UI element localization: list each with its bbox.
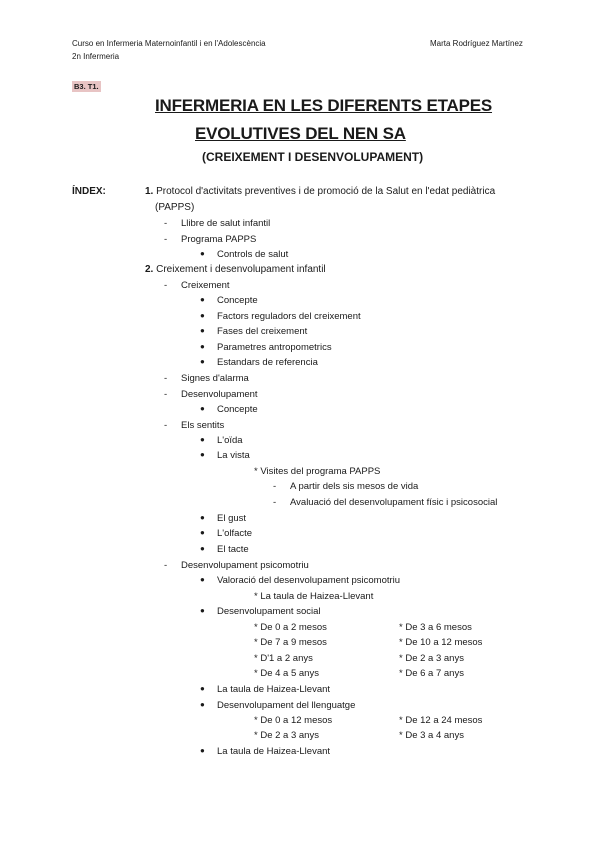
bullet-icon: ●	[200, 249, 205, 258]
list-item: * De 0 a 2 mesos	[254, 622, 327, 633]
bullet-icon: ●	[200, 295, 205, 304]
header-course: Curso en Infermeria Maternoinfantil i en l'Adolescència	[72, 39, 266, 48]
list-item: * De 3 a 4 anys	[399, 730, 464, 741]
bullet-icon: ●	[200, 404, 205, 413]
bullet-icon: ●	[200, 606, 205, 615]
list-item: * De 12 a 24 mesos	[399, 715, 483, 726]
bullet-icon: ●	[200, 357, 205, 366]
bullet-icon: ●	[200, 700, 205, 709]
list-item-visites: * Visites del programa PAPPS	[254, 466, 381, 477]
dash-marker: -	[164, 280, 168, 291]
bullet-icon: ●	[200, 746, 205, 755]
header-author: Marta Rodríguez Martínez	[430, 39, 523, 48]
dash-marker: -	[164, 373, 168, 384]
dash-marker: -	[164, 389, 168, 400]
bullet-icon: ●	[200, 435, 205, 444]
bullet-icon: ●	[200, 450, 205, 459]
bullet-icon: ●	[200, 342, 205, 351]
header-year: 2n Infermeria	[72, 52, 120, 61]
page-title-line1: INFERMERIA EN LES DIFERENTS ETAPES	[155, 96, 493, 115]
list-item: * De 10 a 12 mesos	[399, 637, 483, 648]
page-subtitle: (CREIXEMENT I DESENVOLUPAMENT)	[202, 150, 424, 164]
list-item: * De 7 a 9 mesos	[254, 637, 327, 648]
dash-marker: -	[164, 234, 168, 245]
dash-marker: -	[273, 481, 277, 492]
list-item: * La taula de Haizea-Llevant	[254, 591, 374, 602]
bullet-icon: ●	[200, 311, 205, 320]
bullet-icon: ●	[200, 684, 205, 693]
list-item: * De 4 a 5 anys	[254, 668, 319, 679]
dash-marker: -	[164, 218, 168, 229]
section1-heading	[145, 186, 495, 197]
list-item: * D'1 a 2 anys	[254, 653, 313, 664]
section1-text-wrap: (PAPPS)	[155, 202, 195, 213]
bullet-icon: ●	[200, 326, 205, 335]
section1-number: 1.	[145, 186, 154, 197]
section-tag: B3. T1.	[74, 82, 99, 91]
bullet-icon: ●	[200, 544, 205, 553]
section2-heading	[145, 264, 326, 275]
list-item: * De 3 a 6 mesos	[399, 622, 472, 633]
list-item: * De 2 a 3 anys	[399, 653, 464, 664]
section1-text: Protocol d'activitats preventives i de promoció de la Salut en l'edat pediàtrica	[153, 186, 496, 197]
list-item: * De 6 a 7 anys	[399, 668, 464, 679]
list-item: * De 0 a 12 mesos	[254, 715, 333, 726]
bullet-icon: ●	[200, 528, 205, 537]
dash-marker: -	[164, 560, 168, 571]
list-item: * De 2 a 3 anys	[254, 730, 319, 741]
dash-marker: -	[273, 497, 277, 508]
section2-text: Creixement i desenvolupament infantil	[153, 264, 326, 275]
index-label: ÍNDEX:	[72, 186, 106, 197]
dash-marker: -	[164, 420, 168, 431]
section2-number: 2.	[145, 264, 154, 275]
bullet-icon: ●	[200, 513, 205, 522]
bullet-icon: ●	[200, 575, 205, 584]
page-title-line2: EVOLUTIVES DEL NEN SA	[195, 124, 406, 143]
